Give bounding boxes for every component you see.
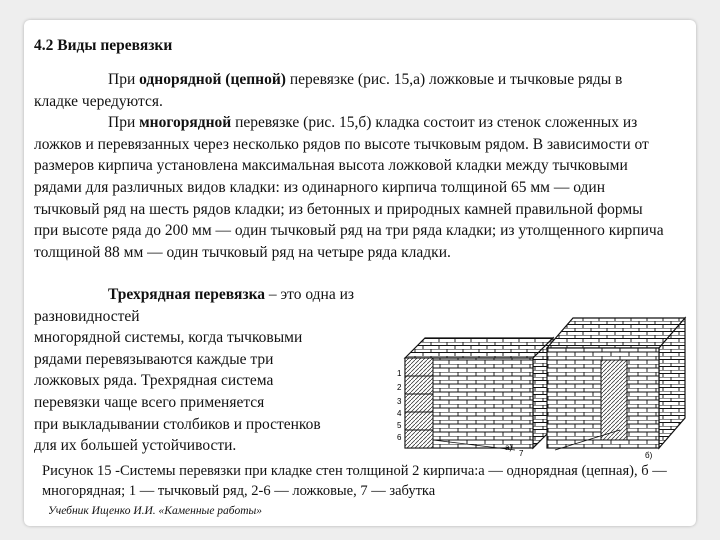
term-multi-row: многорядной: [139, 114, 232, 132]
term-single-row: однорядной (цепной): [139, 71, 286, 88]
text-line: перевязки чаще всего применяется: [34, 393, 265, 411]
para2-pre: При: [108, 114, 140, 132]
label-7: 7: [519, 449, 524, 458]
label-4: 4: [397, 409, 402, 418]
figure-caption: Рисунок 15 -Системы перевязки при кладке стен толщиной 2 кирпича:а — однорядная (цепная), б — многорядная; 1 — тычковый ряд, 2-6 — ложковые, 7 — забутка: [42, 463, 667, 499]
text-line: для их большей устойчивости.: [34, 437, 237, 455]
label-5: 5: [397, 421, 402, 430]
label-b: б): [645, 451, 653, 460]
text-line: многорядной системы, когда тычковыми: [34, 329, 303, 347]
source-note: Учебник Ищенко И.И. «Каменные работы»: [48, 505, 263, 517]
label-6: 6: [397, 433, 402, 442]
text-line: рядами перевязываются каждые три: [34, 350, 274, 368]
body-text: [34, 69, 670, 263]
section-heading: 4.2 Виды перевязки: [34, 37, 173, 54]
text-line: [34, 284, 414, 327]
wall-b: [547, 318, 685, 448]
text-line-part: – это одна из разновидностей: [34, 286, 355, 325]
paragraph-three-row: [34, 284, 414, 457]
text-line: ложковых ряда. Трехрядная система: [34, 372, 274, 390]
paragraph-multi-row: [34, 112, 670, 263]
brick-bond-figure: [395, 300, 695, 460]
label-2: 2: [397, 383, 402, 392]
paragraph-single-row: [34, 69, 670, 112]
text-line: при выкладывании столбиков и простенков: [34, 415, 321, 433]
term-three-row: Трехрядная перевязка: [108, 286, 266, 303]
label-a: а): [505, 443, 513, 452]
para1-pre: При: [108, 71, 140, 88]
label-3: 3: [397, 397, 402, 406]
para1-post: перевязке (рис. 15,а) ложковые и тычковые ряды в кладке чередуются.: [34, 71, 623, 110]
para2-post: перевязке (рис. 15,б) кладка состоит из стенок сложенных из ложков и перевязанных через несколько рядов по высоте тычковым рядом. В зависимости от размеров кирпича установлена максимальная высота ложковой кладки между тычковыми рядами для различных видов кладки: из одинарного кирпича толщиной 65 мм — один тычковый ряд на шесть рядов кладки; из бетонных и природных камней правильной формы при высоте ряда до 200 мм — один тычковый ряд на три ряда кладки; из утолщенного кирпича толщиной 88 мм — один тычковый ряд на четыре ряда кладки.: [34, 114, 664, 261]
label-1: 1: [397, 369, 402, 378]
wall-a: [405, 338, 553, 448]
